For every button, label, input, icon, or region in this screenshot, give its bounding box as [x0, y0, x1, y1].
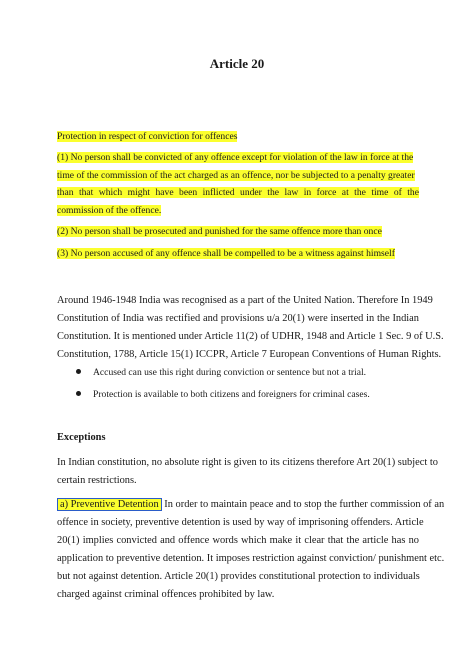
- highlight-clause-1-line-3: [57, 187, 419, 199]
- highlight-text: (2) No person shall be prosecuted and punished for the same offence more than once: [57, 226, 382, 237]
- preventive-detention-label: a) Preventive Detention: [57, 498, 162, 511]
- highlight-text: (1) No person shall be convicted of any offence except for violation of the law in force at the: [57, 152, 414, 163]
- paragraph-3-line-4: application to preventive detention. It imposes restriction against conviction/ punishment etc.: [57, 553, 445, 564]
- paragraph-3-line-3: 20(1) implies convicted and offence words which make it clear that the article has no: [57, 535, 419, 546]
- paragraph-3-line-2: offence in society, preventive detention is used by way of imprisoning offenders. Article: [57, 517, 424, 528]
- bullet-item: [76, 366, 366, 380]
- paragraph-1-line-3: Constitution. It is mentioned under Article 11(2) of UDHR, 1948 and Article 1 Sec. 9 of U.S.: [57, 331, 444, 342]
- exceptions-heading: Exceptions: [57, 432, 106, 443]
- highlight-text: Protection in respect of conviction for offences: [57, 131, 238, 142]
- paragraph-3-line-5: but not against detention. Article 20(1) provides constitutional protection to individuals: [57, 571, 420, 582]
- paragraph-2-line-1: In Indian constitution, no absolute right is given to its citizens therefore Art 20(1) subject to: [57, 457, 438, 468]
- bullet-text: Accused can use this right during conviction or sentence but not a trial.: [93, 367, 367, 378]
- highlight-clause-2: [57, 226, 382, 238]
- bullet-text: Protection is available to both citizens and foreigners for criminal cases.: [93, 389, 370, 400]
- highlight-text: time of the commission of the act charged as an offence, nor be subjected to a penalty greater: [57, 170, 415, 181]
- highlight-clause-1-line-1: [57, 152, 413, 164]
- highlight-clause-3: [57, 248, 395, 260]
- highlight-text: than that which might have been inflicted under the law in force at the time of the: [57, 187, 419, 198]
- paragraph-1-line-2: Constitution of India was rectified and provisions u/a 20(1) were inserted in the Indian: [57, 313, 419, 324]
- paragraph-3-line-1: [57, 496, 445, 514]
- paragraph-1-line-1: Around 1946-1948 India was recognised as a part of the United Nation. Therefore In 1949: [57, 295, 433, 306]
- paragraph-1-line-4: Constitution, 1788, Article 15(1) ICCPR, Article 7 European Conventions of Human Rights.: [57, 349, 442, 360]
- paragraph-2-line-2: certain restrictions.: [57, 475, 137, 486]
- highlight-clause-1-line-4: [57, 205, 161, 217]
- bullet-item: [76, 388, 370, 402]
- page-title: Article 20: [209, 56, 265, 71]
- bullet-icon: [76, 391, 81, 396]
- highlight-text: commission of the offence.: [57, 205, 162, 216]
- highlight-clause-1-line-2: [57, 170, 415, 182]
- highlight-text: (3) No person accused of any offence shall be compelled to be a witness against himself: [57, 248, 395, 259]
- highlight-heading-line: [57, 131, 237, 143]
- bullet-icon: [76, 369, 81, 374]
- paragraph-3-line-6: charged against criminal offences prohibited by law.: [57, 589, 275, 600]
- paragraph-3-line-1-text: In order to maintain peace and to stop the further commission of an: [161, 499, 445, 510]
